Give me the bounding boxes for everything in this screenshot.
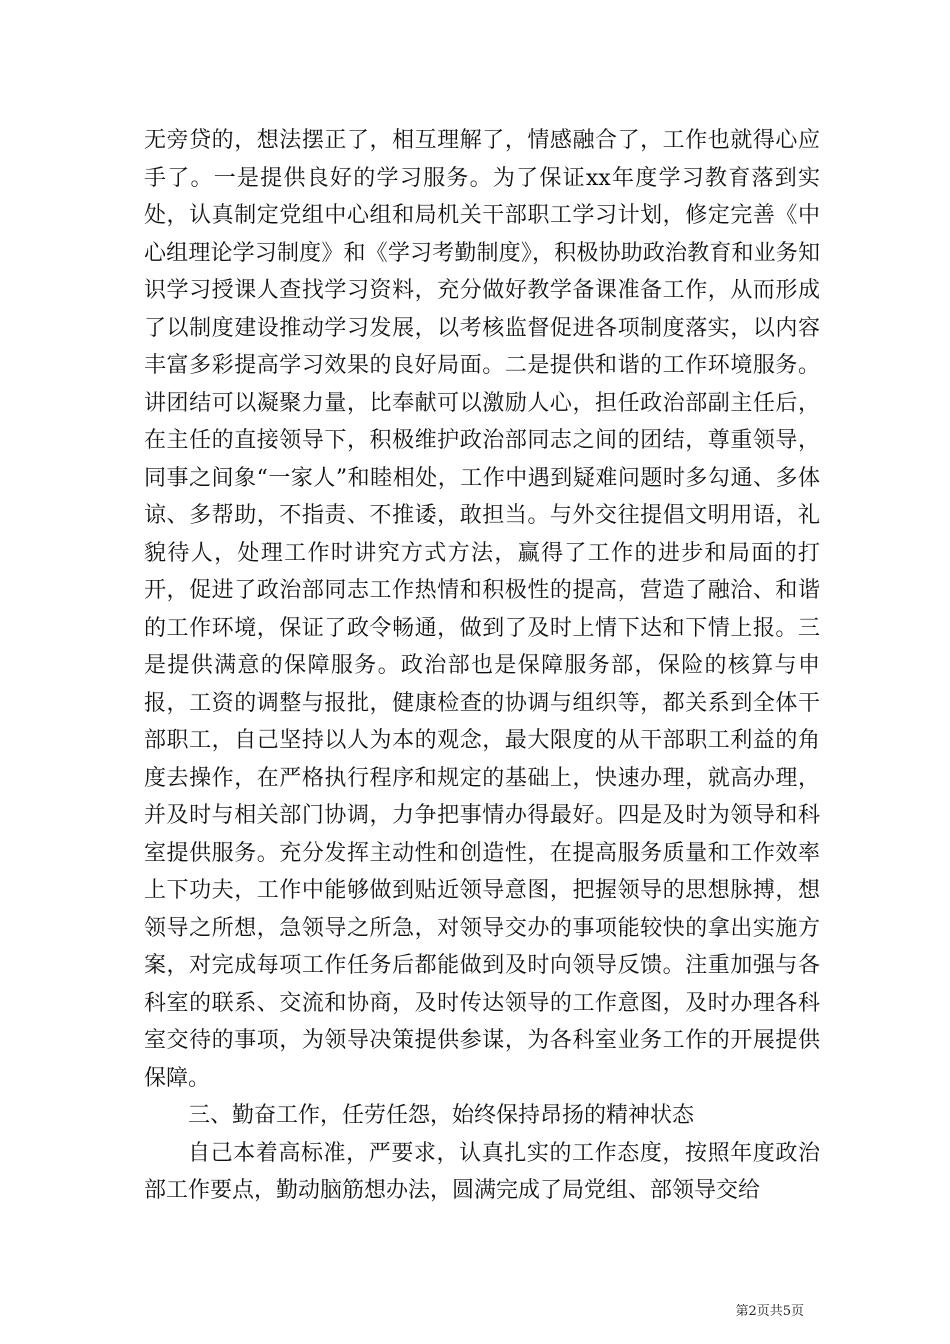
paragraph-1: 无旁贷的，想法摆正了，相互理解了，情感融合了，工作也就得心应手了。一是提供良好的学习服务。为了保证xx年度学习教育落到实处，认真制定党组中心组和局机关干部职工学习计划，修定完善《中心组理论学习制度》和《学习考勤制度》，积极协助政治教育和业务知识学习授课人查找学习资料，充分做好教学备课准备工作，从而形成了以制度建设推动学习发展，以考核监督促进各项制度落实，以内容丰富多彩提高学习效果的良好局面。二是提供和谐的工作环境服务。讲团结可以凝聚力量，比奉献可以激励人心，担任政治部副主任后，在主任的直接领导下，积极维护政治部同志之间的团结，尊重领导，同事之间象“一家人”和睦相处，工作中遇到疑难问题时多勾通、多体谅、多帮助，不指责、不推诿，敢担当。与外交往提倡文明用语，礼貌待人，处理工作时讲究方式方法，赢得了工作的进步和局面的打开，促进了政治部同志工作热情和积极性的提高，营造了融洽、和谐的工作环境，保证了政令畅通，做到了及时上情下达和下情上报。三是提供满意的保障服务。政治部也是保障服务部，保险的核算与申报，工资的调整与报批，健康检查的协调与组织等，都关系到全体干部职工，自己坚持以人为本的观念，最大限度的从干部职工利益的角度去操作，在严格执行程序和规定的基础上，快速办理，就高办理，并及时与相关部门协调，力争把事情办得最好。四是及时为领导和科室提供服务。充分发挥主动性和创造性，在提高服务质量和工作效率上下功夫，工作中能够做到贴近领导意图，把握领导的思想脉搏，想领导之所想，急领导之所急，对领导交办的事项能较快的拿出实施方案，对完成每项工作任务后都能做到及时向领导反馈。注重加强与各科室的联系、交流和协商，及时传达领导的工作意图，及时办理各科室交待的事项，为领导决策提供参谋，为各科室业务工作的开展提供保障。 [144, 128, 820, 1091]
paragraph-3: 自己本着高标准，严要求，认真扎实的工作态度，按照年度政治部工作要点，勤动脑筋想办法，圆满完成了局党组、部领导交给 [144, 1140, 820, 1203]
document-body [144, 122, 820, 1210]
page-number-footer: 第2页共5页 [735, 1304, 804, 1319]
section-heading-3: 三、勤奋工作，任劳任怨，始终保持昂扬的精神状态 [188, 1103, 695, 1128]
